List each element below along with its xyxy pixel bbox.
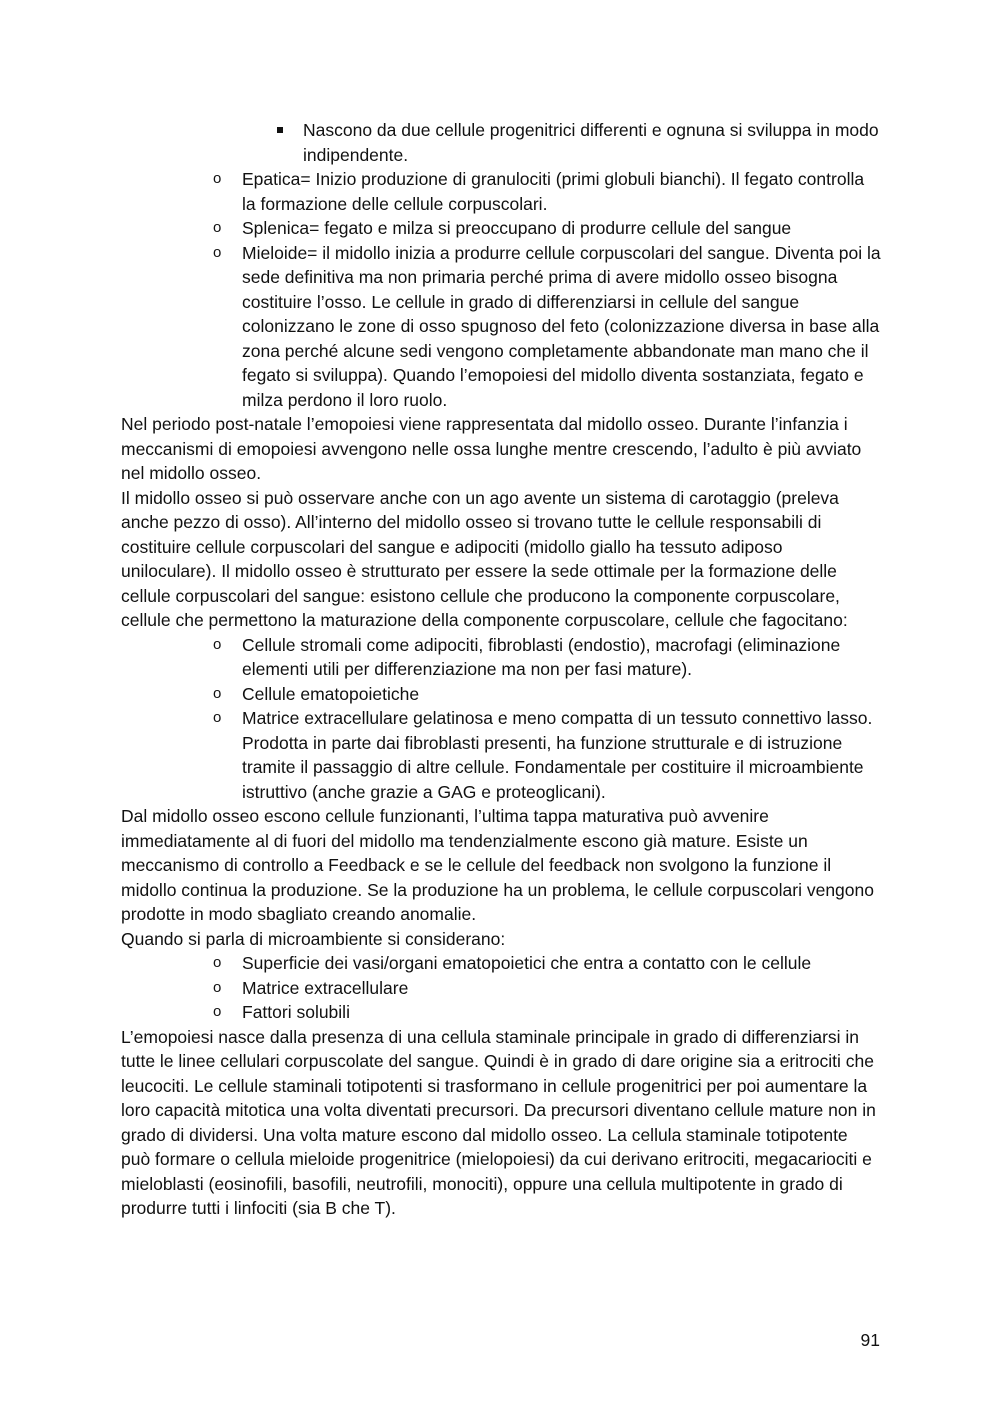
paragraph: Nel periodo post-natale l’emopoiesi viene rappresentata dal midollo osseo. Durante l’infanzia i meccanismi di emopoiesi avvengono nelle ossa lunghe mentre crescendo, l’adulto è più avviato nel midollo osseo. <box>121 414 862 483</box>
list-item: o Matrice extracellulare gelatinosa e meno compatta di un tessuto connettivo lasso. Prodotta in parte dai fibroblasti presenti, ha funzione strutturale e di istruzione tramite il passaggio di altre cellule. Fondamentale per costituire il microambiente istruttivo (anche grazie a GAG e proteoglicani). <box>242 706 881 804</box>
paragraph: Dal midollo osseo escono cellule funzionanti, l’ultima tappa maturativa può avvenire immediatamente al di fuori del midollo ma tendenzialmente escono già mature. Esiste un meccanismo di controllo a Feedback e se le cellule del feedback non svolgono la funzione il midollo continua la produzione. Se la produzione ha un problema, le cellule corpuscolari vengono prodotte in modo sbagliato creando anomalie. <box>121 806 874 924</box>
list-item: Nascono da due cellule progenitrici differenti e ognuna si sviluppa in modo indipendente. <box>303 118 881 167</box>
paragraph: Quando si parla di microambiente si considerano: <box>121 928 506 949</box>
list-item-mieloide: o Mieloide= il midollo inizia a produrre cellule corpuscolari del sangue. Diventa poi la sede definitiva ma non primaria perché prima di avere midollo osseo bisogna costituire l’osso. Le cellule in grado di differenziarsi in cellule del sangue colonizzano le zone di osso spugnoso del feto (colonizzazione diversa in base alla zona perché alcune sedi vengono completamente abbandonate man mano che il fegato si sviluppa). Quando l’emopoiesi del midollo diventa sostanziata, fegato e milza perdono il loro ruolo. <box>242 241 881 413</box>
page-content <box>121 118 881 1221</box>
marrow-components-list <box>121 633 881 805</box>
list-item: o Cellule ematopoietiche <box>242 682 881 707</box>
list-item-splenica: o Splenica= fegato e milza si preoccupano di produrre cellule del sangue <box>242 216 881 241</box>
paragraph: Il midollo osseo si può osservare anche con un ago avente un sistema di carotaggio (preleva anche pezzo di osso). All’interno del midollo osseo si trovano tutte le cellule responsabili di costituire cellule corpuscolari del sangue e adipociti (midollo giallo ha tessuto adiposo uniloculare). Il midollo osseo è strutturato per essere la sede ottimale per la formazione delle cellule corpuscolari del sangue: esistono cellule che producono la componente corpuscolare, cellule che permettono la maturazione della componente corpuscolare, cellule che fagocitano: <box>121 487 848 630</box>
page-number: 91 <box>860 1330 880 1350</box>
microenvironment-list <box>121 951 881 1025</box>
organ-phase-list <box>121 167 881 412</box>
paragraph: L’emopoiesi nasce dalla presenza di una cellula staminale principale in grado di differenziarsi in tutte le linee cellulari corpuscolate del sangue. Quindi è in grado di dare origine sia a eritrociti che leucociti. Le cellule staminali totipotenti si trasformano in cellule progenitrici per poi aumentare la loro capacità mitotica una volta diventati precursori. Da precursori diventano cellule mature non in grado di dividersi. Una volta mature escono dal midollo osseo. La cellula staminale totipotente può formare o cellula mieloide progenitrice (mielopoiesi) da cui derivano eritrociti, megacariociti e mieloblasti (eosinofili, basofili, neutrofili, monociti), oppure una cellula multipotente in grado di produrre tutti i linfociti (sia B che T). <box>121 1026 876 1218</box>
list-item: o Superficie dei vasi/organi ematopoietici che entra a contatto con le cellule <box>242 951 881 976</box>
list-item-epatica: o Epatica= Inizio produzione di granulociti (primi globuli bianchi). Il fegato controlla la formazione delle cellule corpuscolari. <box>242 167 881 216</box>
list-item: o Fattori solubili <box>242 1000 881 1025</box>
list-item: o Matrice extracellulare <box>242 976 881 1001</box>
list-item: o Cellule stromali come adipociti, fibroblasti (endostio), macrofagi (eliminazione elementi utili per differenziazione ma non per fasi mature). <box>242 633 881 682</box>
square-bullet-list <box>121 118 881 167</box>
